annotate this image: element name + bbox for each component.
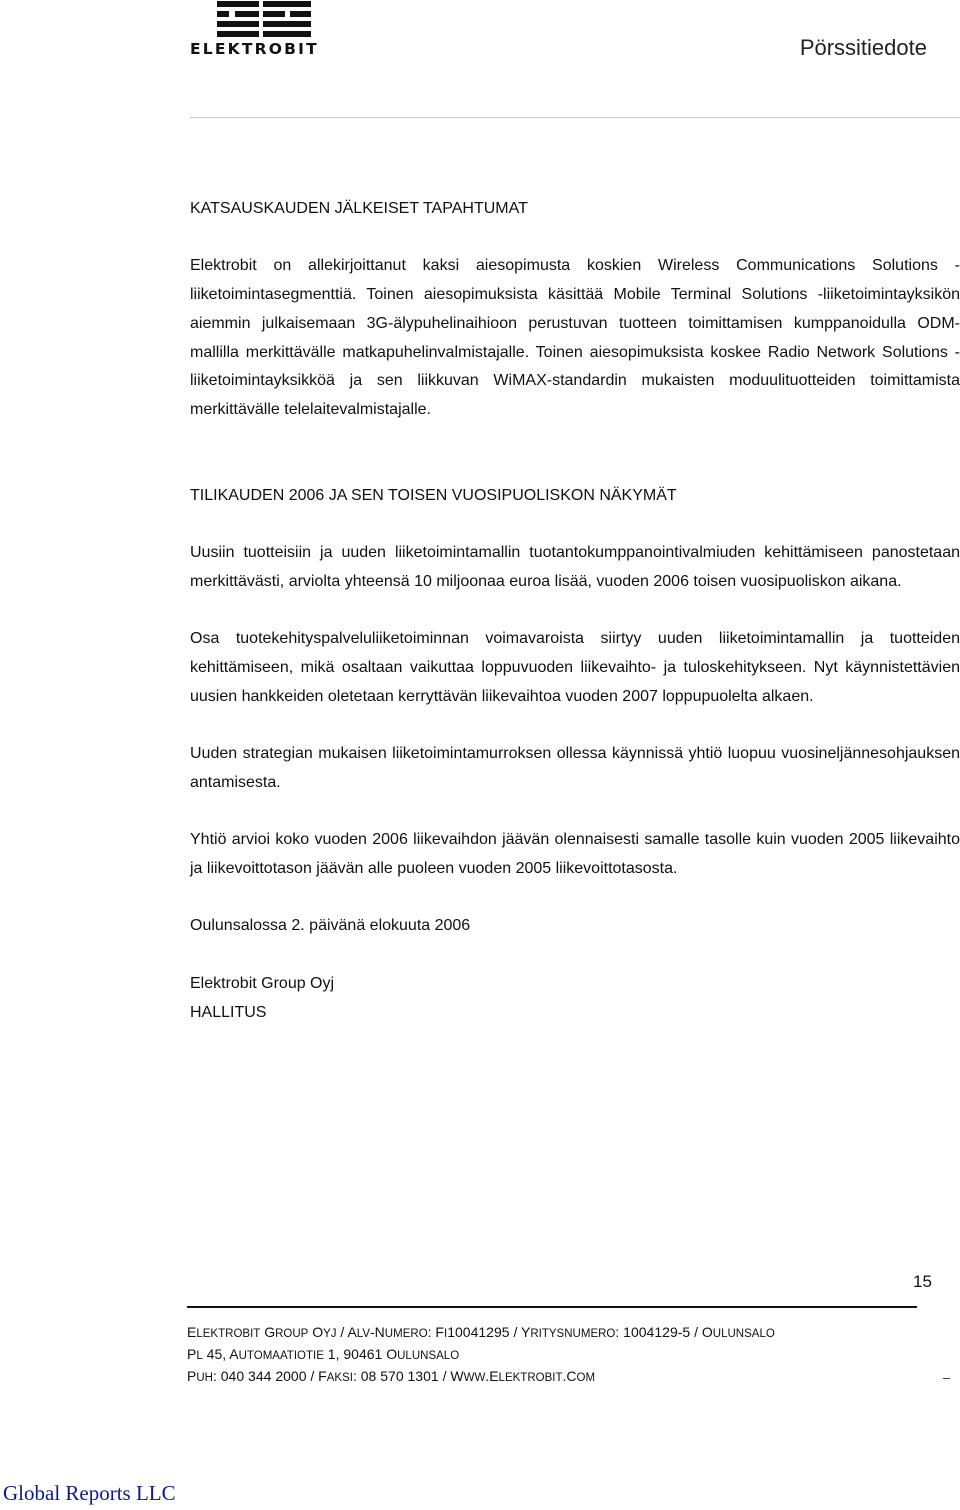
page-number: 15 — [913, 1272, 932, 1291]
document-body — [190, 195, 960, 1027]
company-footer — [187, 1322, 775, 1388]
document-type-title: Pörssitiedote — [799, 35, 927, 60]
section-heading-outlook: TILIKAUDEN 2006 JA SEN TOISEN VUOSIPUOLISKON NÄKYMÄT — [190, 487, 677, 504]
footer-line-company: ELEKTROBIT GROUP OYJ / ALV-NUMERO: FI10041295 / YRITYSNUMERO: 1004129-5 / OULUNSALO — [187, 1324, 775, 1340]
paragraph-outlook-2: Osa tuotekehityspalveluliiketoiminnan voimavaroista siirtyy uuden liiketoimintamallin ja tuotteiden kehittämiseen, mikä osaltaan vaikuttaa loppuvuoden liikevaihto- ja tuloskehitykseen. Nyt käynnistettävien uusien hankkeiden oletetaan kerryttävän liikevaihtoa vuoden 2007 loppupuolelta alkaen. — [190, 630, 960, 705]
section-heading-events: KATSAUSKAUDEN JÄLKEISET TAPAHTUMAT — [190, 200, 528, 217]
signature-company: Elektrobit Group Oyj — [190, 974, 335, 992]
footer-mark — [943, 1378, 950, 1379]
watermark: Global Reports LLC — [3, 1481, 176, 1505]
footer-line-address: PL 45, AUTOMAATIOTIE 1, 90461 OULUNSALO — [187, 1346, 460, 1362]
paragraph-events: Elektrobit on allekirjoittanut kaksi aiesopimusta koskien Wireless Communications Solutions -liiketoimintasegmenttiä. Toinen aiesopimuksista käsittää Mobile Terminal Solutions -liiketoimintayksikön aiemmin julkaisemaan 3G-älypuhelinaihioon perustuvan tuotteen toimittamisen kumppanoidulla ODM-mallilla merkittävälle matkapuhelinvalmistajalle. Toinen aiesopimuksista koskee Radio Network Solutions -liiketoimintayksikköä ja sen liikkuvan WiMAX-standardin mukaisten moduulituotteiden toimittamista merkittävälle telelaitevalmistajalle. — [190, 257, 960, 418]
header-divider — [190, 117, 960, 118]
paragraph-outlook-3: Uuden strategian mukaisen liiketoimintamurroksen ollessa käynnissä yhtiö luopuu vuosineljännesohjauksen antamisesta. — [190, 745, 960, 791]
paragraph-outlook-1: Uusiin tuotteisiin ja uuden liiketoimintamallin tuotantokumppanointivalmiuden kehittämiseen panostetaan merkittävästi, arviolta yhteensä 10 miljoonaa euroa lisää, vuoden 2006 toisen vuosipuoliskon aikana. — [190, 544, 960, 591]
footer-line-contact: PUH: 040 344 2000 / FAKSI: 08 570 1301 / WWW.ELEKTROBIT.COM — [187, 1368, 596, 1384]
signature-body: HALLITUS — [190, 1003, 267, 1021]
place-and-date: Oulunsalossa 2. päivänä elokuuta 2006 — [190, 917, 471, 935]
footer-divider — [187, 1306, 917, 1308]
logo-wordmark: ELEKTROBIT — [190, 40, 319, 58]
paragraph-outlook-4: Yhtiö arvioi koko vuoden 2006 liikevaihdon jäävän olennaisesti samalle tasolle kuin vuoden 2005 liikevaihto ja liikevoittotason jäävän alle puoleen vuoden 2005 liikevoittotasosta. — [190, 831, 960, 878]
